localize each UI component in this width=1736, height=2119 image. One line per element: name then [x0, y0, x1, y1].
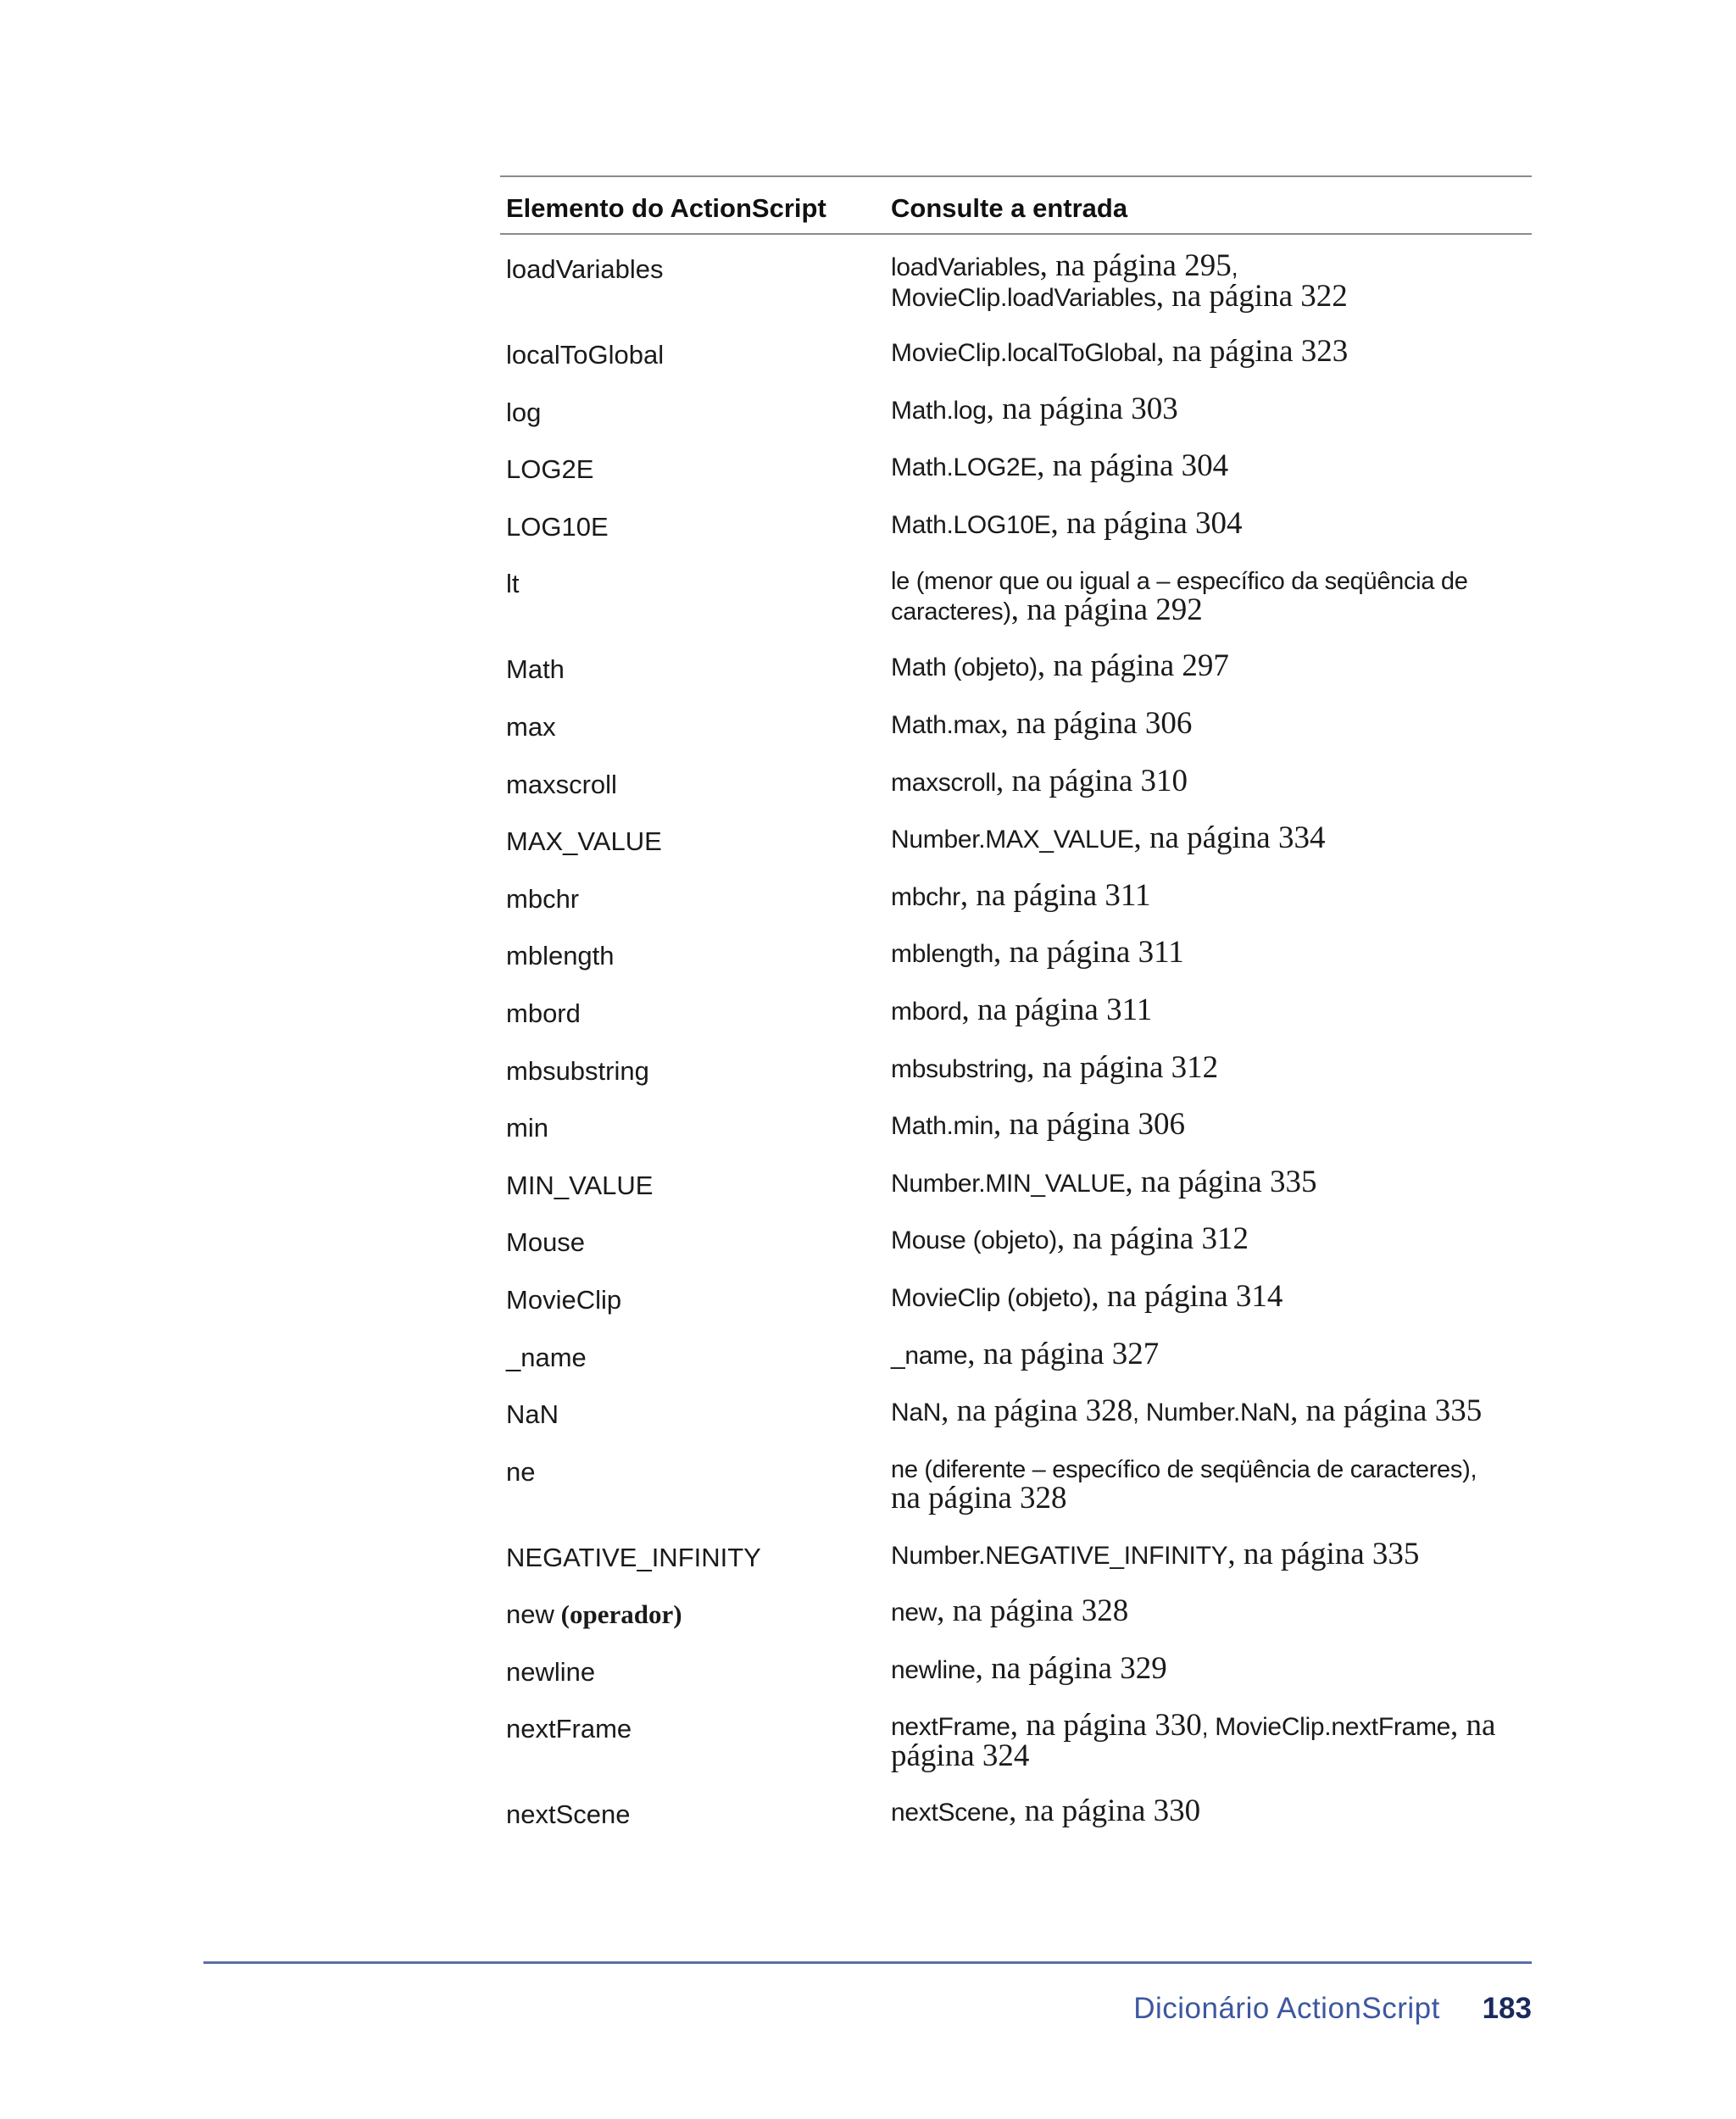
- element-name-cell: [506, 1113, 548, 1143]
- table-row: [500, 921, 1532, 979]
- reference-entry: ne (diferente – específico de seqüência de caracteres),: [891, 1455, 1477, 1483]
- element-name-cell: [506, 254, 664, 285]
- element-name: loadVariables: [506, 254, 664, 284]
- page-reference: , na página 327: [967, 1336, 1160, 1371]
- reference-cell: [891, 248, 1535, 314]
- table-row: [500, 492, 1532, 550]
- separator: ,: [1231, 254, 1238, 281]
- table-row: [500, 1323, 1532, 1381]
- element-name: mbchr: [506, 883, 580, 914]
- table-row: [500, 549, 1532, 635]
- element-name-cell: [506, 770, 617, 800]
- reference-entry: newline: [891, 1655, 976, 1684]
- page-reference: , na página 335: [1290, 1393, 1483, 1429]
- element-name-cell: [506, 1599, 682, 1630]
- element-name-cell: [506, 1457, 535, 1488]
- element-name: lt: [506, 569, 520, 599]
- reference-entry: maxscroll: [891, 768, 996, 797]
- page-reference: página 324: [891, 1738, 1030, 1774]
- reference-entry: Math.min: [891, 1112, 993, 1141]
- reference-entry: MovieClip.localToGlobal: [891, 339, 1157, 367]
- page-footer: [1133, 1992, 1532, 2026]
- page-reference: , na página 304: [1050, 505, 1243, 541]
- page-reference: , na página 335: [1227, 1536, 1420, 1571]
- reference-table: [500, 175, 1532, 1838]
- element-name: Mouse: [506, 1227, 586, 1258]
- element-name-cell: [506, 1399, 559, 1430]
- page-reference: , na página 314: [1091, 1278, 1283, 1314]
- reference-entry: caracteres): [891, 598, 1011, 626]
- element-name: new: [506, 1599, 554, 1630]
- element-name: NEGATIVE_INFINITY: [506, 1542, 761, 1572]
- element-name: ne: [506, 1456, 536, 1487]
- reference-entry: Number.NaN: [1145, 1399, 1291, 1427]
- table-row: [500, 1523, 1532, 1581]
- page-reference: , na página 334: [1133, 820, 1326, 856]
- reference-cell: [891, 1164, 1535, 1199]
- element-name-cell: [506, 941, 615, 971]
- reference-cell: [891, 877, 1535, 913]
- reference-entry: loadVariables: [891, 253, 1040, 281]
- element-name-cell: [506, 569, 520, 599]
- page-reference: , na página 312: [1056, 1221, 1249, 1257]
- element-name-cell: [506, 1056, 649, 1087]
- page-reference: , na: [1450, 1708, 1496, 1744]
- table-row: [500, 1265, 1532, 1323]
- reference-cell: [891, 1107, 1535, 1143]
- reference-entry: Math (objeto): [891, 653, 1038, 682]
- element-name-cell: [506, 884, 579, 915]
- reference-cell: [891, 1708, 1535, 1774]
- reference-entry: Math.max: [891, 710, 1001, 739]
- page-reference: , na página 323: [1156, 334, 1349, 369]
- element-name-cell: [506, 712, 556, 742]
- element-name: mbord: [506, 998, 581, 1028]
- element-name-cell: [506, 1285, 621, 1315]
- element-name-cell: [506, 1714, 632, 1744]
- page-number: 183: [1482, 1992, 1532, 2025]
- table-row: [500, 979, 1532, 1037]
- reference-cell: [891, 448, 1535, 484]
- reference-cell: [891, 705, 1535, 741]
- table-row: [500, 378, 1532, 436]
- header-element-column: Elemento do ActionScript: [506, 193, 826, 223]
- reference-entry: Mouse (objeto): [891, 1226, 1057, 1255]
- reference-cell: [891, 1221, 1535, 1257]
- table-row: [500, 320, 1532, 378]
- page-reference: , na página 328: [937, 1593, 1129, 1629]
- table-row: [500, 865, 1532, 922]
- reference-cell: [891, 1336, 1535, 1371]
- element-name: MAX_VALUE: [506, 826, 662, 857]
- element-name-cell: [506, 1799, 631, 1830]
- table-row: [500, 1694, 1532, 1780]
- reference-cell: [891, 820, 1535, 856]
- reference-entry: mbchr: [891, 882, 960, 911]
- element-name-cell: [506, 654, 565, 685]
- page-reference: , na página 292: [1010, 592, 1203, 628]
- table-row: [500, 1380, 1532, 1438]
- reference-entry: MovieClip (objeto): [891, 1283, 1092, 1312]
- table-row: [500, 1780, 1532, 1838]
- table-header-row: [500, 177, 1532, 233]
- reference-cell: [891, 1650, 1535, 1686]
- separator: ,: [1132, 1399, 1146, 1427]
- reference-entry: _name: [891, 1341, 968, 1370]
- table-row: [500, 1580, 1532, 1638]
- page-reference: , na página 306: [993, 1107, 1186, 1143]
- element-name: min: [506, 1113, 548, 1143]
- reference-cell: [891, 763, 1535, 798]
- reference-entry: MovieClip.nextFrame: [1215, 1713, 1451, 1742]
- reference-cell: [891, 505, 1535, 541]
- table-row: [500, 750, 1532, 808]
- page-reference: , na página 310: [995, 763, 1188, 798]
- reference-entry: Number.MIN_VALUE: [891, 1169, 1126, 1198]
- reference-entry: mbord: [891, 997, 962, 1026]
- table-row: [500, 807, 1532, 865]
- element-name: mblength: [506, 941, 615, 971]
- reference-cell: [891, 992, 1535, 1027]
- page-reference: , na página 329: [975, 1650, 1167, 1686]
- reference-entry: Number.MAX_VALUE: [891, 826, 1134, 854]
- reference-cell: [891, 566, 1535, 626]
- reference-cell: [891, 1454, 1535, 1514]
- element-name-cell: [506, 1657, 595, 1688]
- element-qualifier: (operador): [554, 1599, 682, 1630]
- element-name: log: [506, 397, 542, 427]
- page-reference: , na página 297: [1037, 648, 1229, 684]
- element-name: MIN_VALUE: [506, 1170, 654, 1200]
- footer-rule: [203, 1961, 1532, 1964]
- table-row: [500, 1037, 1532, 1094]
- reference-entry: Math.LOG2E: [891, 453, 1038, 482]
- element-name-cell: [506, 398, 541, 428]
- element-name-cell: [506, 1171, 653, 1201]
- page-reference: , na página 312: [1027, 1049, 1219, 1085]
- element-name: maxscroll: [506, 769, 617, 799]
- page-reference: , na página 311: [993, 935, 1184, 971]
- separator: ,: [1201, 1714, 1216, 1741]
- reference-cell: [891, 648, 1535, 684]
- reference-cell: [891, 334, 1535, 369]
- element-name: MovieClip: [506, 1284, 622, 1315]
- reference-entry: le (menor que ou igual a – específico da seqüência de: [891, 568, 1468, 596]
- element-name: max: [506, 711, 556, 742]
- reference-cell: [891, 1536, 1535, 1571]
- element-name: NaN: [506, 1399, 559, 1430]
- element-name-cell: [506, 1227, 585, 1258]
- reference-entry: MovieClip.loadVariables: [891, 284, 1156, 312]
- reference-cell: [891, 1393, 1535, 1429]
- page-reference: , na página 335: [1125, 1164, 1317, 1199]
- page-reference: , na página 311: [960, 877, 1151, 913]
- page-reference: , na página 306: [1000, 705, 1193, 741]
- page-reference: , na página 304: [1037, 448, 1229, 484]
- reference-cell: [891, 1794, 1535, 1829]
- reference-entry: mbsubstring: [891, 1054, 1027, 1083]
- element-name-cell: [506, 1543, 761, 1573]
- element-name: LOG2E: [506, 454, 594, 485]
- reference-entry: nextScene: [891, 1799, 1010, 1827]
- table-row: [500, 1093, 1532, 1151]
- reference-entry: Math.LOG10E: [891, 510, 1051, 539]
- element-name: LOG10E: [506, 511, 609, 542]
- element-name: _name: [506, 1342, 587, 1372]
- reference-entry: Number.NEGATIVE_INFINITY: [891, 1541, 1228, 1570]
- page-reference: , na página 303: [986, 391, 1178, 426]
- reference-entry: Math.log: [891, 396, 987, 425]
- element-name: nextFrame: [506, 1714, 632, 1744]
- table-row: [500, 635, 1532, 692]
- table-row: [500, 435, 1532, 492]
- page-reference: na página 328: [891, 1480, 1067, 1516]
- element-name: Math: [506, 654, 565, 685]
- table-row: [500, 1151, 1532, 1209]
- page-reference: , na página 322: [1155, 279, 1348, 314]
- reference-entry: nextFrame: [891, 1713, 1010, 1742]
- table-row: [500, 692, 1532, 750]
- element-name-cell: [506, 1343, 587, 1373]
- element-name-cell: [506, 340, 664, 370]
- table-row: [500, 1438, 1532, 1523]
- reference-cell: [891, 1593, 1535, 1629]
- element-name: localToGlobal: [506, 340, 665, 370]
- page-reference: , na página 311: [961, 992, 1153, 1027]
- reference-entry: mblength: [891, 940, 994, 969]
- reference-entry: new: [891, 1599, 938, 1627]
- page-reference: , na página 330: [1009, 1794, 1201, 1829]
- table-row: [500, 235, 1532, 320]
- page-reference: , na página 330: [1010, 1708, 1202, 1744]
- reference-cell: [891, 1278, 1535, 1314]
- table-row: [500, 1638, 1532, 1695]
- element-name-cell: [506, 454, 593, 485]
- element-name-cell: [506, 998, 581, 1029]
- reference-cell: [891, 391, 1535, 426]
- element-name: mbsubstring: [506, 1055, 649, 1086]
- table-body: [500, 235, 1532, 1838]
- element-name: nextScene: [506, 1799, 631, 1830]
- table-row: [500, 1208, 1532, 1265]
- footer-title: Dicionário ActionScript: [1133, 1992, 1440, 2025]
- reference-cell: [891, 935, 1535, 971]
- reference-cell: [891, 1049, 1535, 1085]
- element-name: newline: [506, 1656, 596, 1687]
- reference-entry: NaN: [891, 1399, 942, 1427]
- page-reference: , na página 328: [941, 1393, 1133, 1429]
- header-reference-column: Consulte a entrada: [891, 193, 1128, 223]
- element-name-cell: [506, 826, 662, 857]
- element-name-cell: [506, 512, 609, 542]
- page-reference: , na página 295: [1039, 248, 1232, 283]
